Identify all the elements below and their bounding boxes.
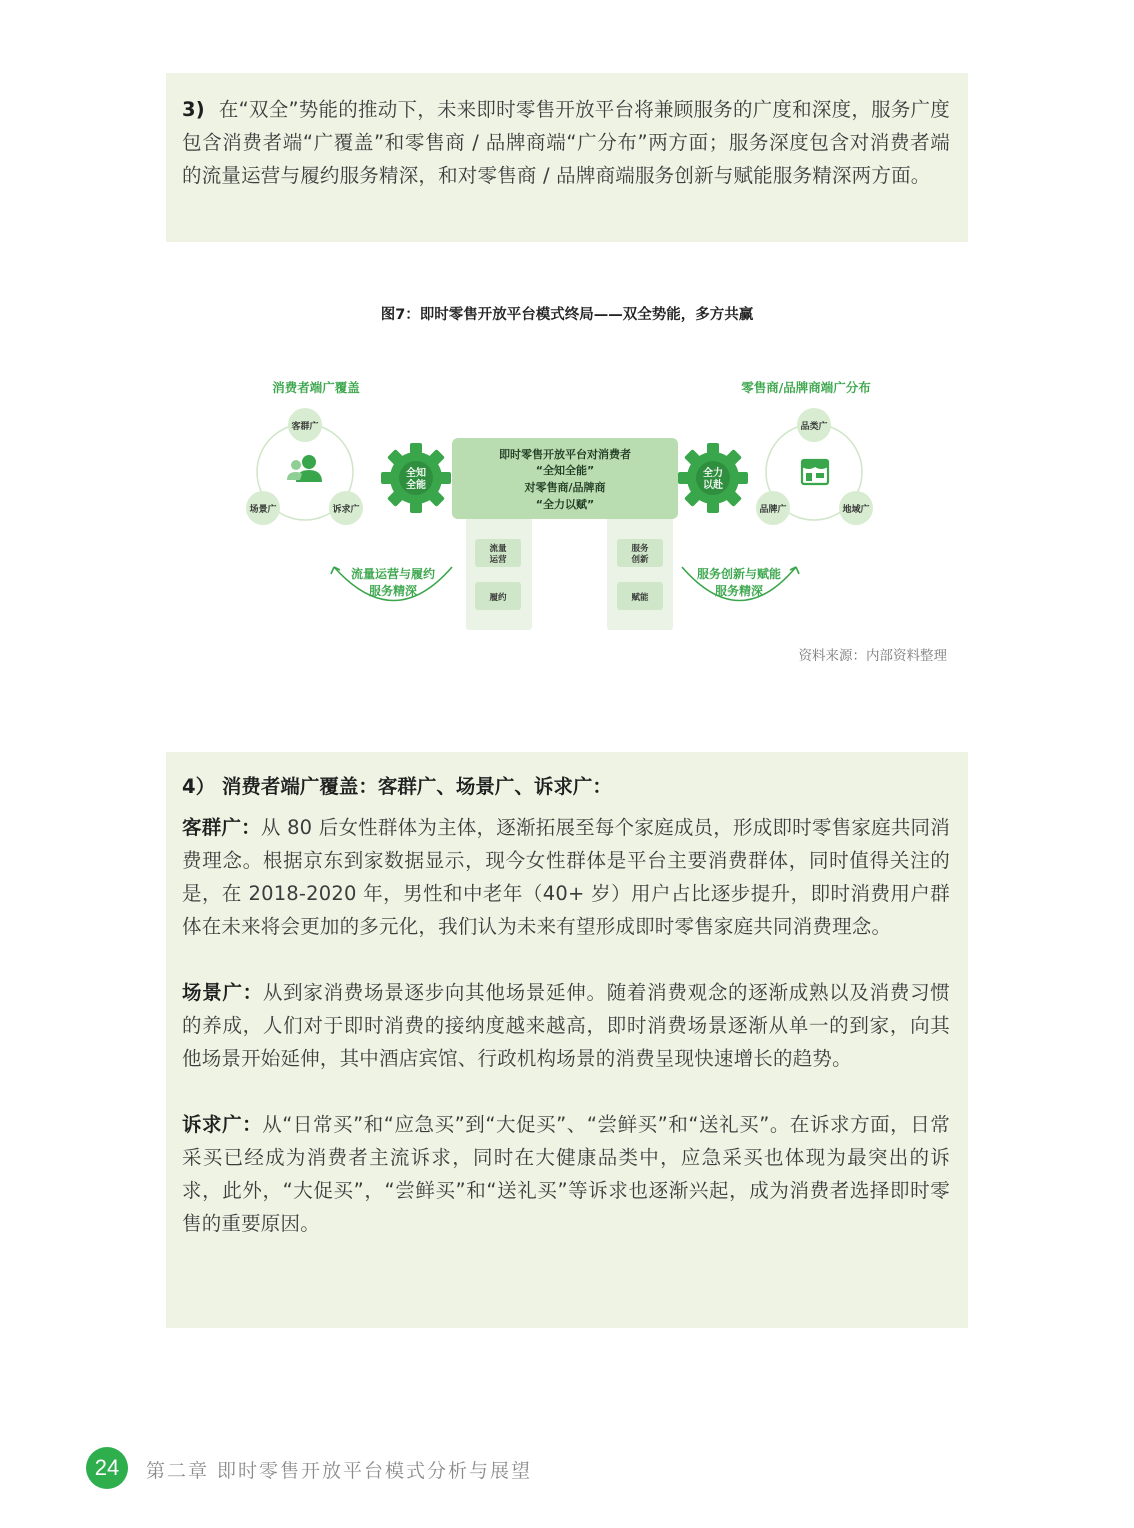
left-arc-line2: 服务精深 xyxy=(368,584,418,598)
left-cycle xyxy=(246,408,363,525)
paragraph-suqiu-lead: 诉求广： xyxy=(182,1113,263,1136)
right-heading: 零售商/品牌商端广分布 xyxy=(741,380,871,395)
section-4-box xyxy=(166,752,968,1328)
people-icon xyxy=(287,455,322,482)
left-heading: 消费者端广覆盖 xyxy=(272,380,360,395)
cell-fuwu-line2: 创新 xyxy=(631,555,649,565)
cell-funeng-label: 赋能 xyxy=(631,593,649,603)
left-gear-line1: 全知 xyxy=(406,468,426,479)
page-number: 24 xyxy=(86,1447,128,1489)
cell-liuliang-line2: 运营 xyxy=(489,555,507,565)
section-3-number: 3) xyxy=(182,98,205,121)
chapter-title: 第二章 即时零售开放平台模式分析与展望 xyxy=(146,1460,533,1482)
right-gear-line1: 全力 xyxy=(703,468,723,479)
cell-lvyue-label: 履约 xyxy=(489,593,507,603)
paragraph-changjing-text: 从到家消费场景逐步向其他场景延伸。随着消费观念的逐渐成熟以及消费习惯的养成，人们对于即时消费的接纳度越来越高，即时消费场景逐渐从单一的到家，向其他场景开始延伸，其中酒店宾馆、行政机构场景的消费呈现快速增长的趋势。 xyxy=(182,981,950,1070)
center-line-3: 对零售商/品牌商 xyxy=(524,481,606,494)
node-pinpai-label: 品牌广 xyxy=(759,505,787,515)
left-arc-line1: 流量运营与履约 xyxy=(350,567,436,581)
figure-diagram xyxy=(230,372,910,642)
paragraph-kequn xyxy=(182,811,950,943)
right-gear-line2: 以赴 xyxy=(703,480,723,491)
section-3-text: 在“双全”势能的推动下，未来即时零售开放平台将兼顾服务的广度和深度，服务广度包含消费者端“广覆盖”和零售商 / 品牌商端“广分布”两方面；服务深度包含对消费者端的流量运营与履约服务精深，和对零售商 / 品牌商端服务创新与赋能服务精深两方面。 xyxy=(182,98,950,187)
paragraph-kequn-text: 从 80 后女性群体为主体，逐渐拓展至每个家庭成员，形成即时零售家庭共同消费理念。根据京东到家数据显示，现今女性群体是平台主要消费群体，同时值得关注的是，在 2018-2020 年，男性和中老年（40+ 岁）用户占比逐步提升，即时消费用户群体在未来将会更加的多元化，我们认为未来有望形成即时零售家庭共同消费理念。 xyxy=(182,816,950,938)
node-changjing-label: 场景广 xyxy=(249,505,277,515)
paragraph-changjing xyxy=(182,976,950,1075)
center-line-2: “全知全能” xyxy=(535,464,595,477)
right-cycle xyxy=(756,408,873,525)
paragraph-suqiu-text: 从“日常买”和“应急买”到“大促买”、“尝鲜买”和“送礼买”。在诉求方面，日常采买已经成为消费者主流诉求，同时在大健康品类中，应急采买也体现为最突出的诉求，此外，“大促买”，“尝鲜买”和“送礼买”等诉求也逐渐兴起，成为消费者选择即时零售的重要原因。 xyxy=(182,1113,950,1235)
section-3-paragraph xyxy=(182,93,950,192)
right-arc-line2: 服务精深 xyxy=(714,584,764,598)
paragraph-kequn-lead: 客群广： xyxy=(182,816,261,839)
figure-source: 资料来源：内部资料整理 xyxy=(798,648,947,664)
paragraph-changjing-lead: 场景广： xyxy=(182,981,263,1004)
gear-icon-right xyxy=(678,443,748,513)
store-icon xyxy=(802,460,828,484)
node-suqiu-label: 诉求广 xyxy=(332,505,360,515)
figure-title: 图7：即时零售开放平台模式终局——双全势能，多方共赢 xyxy=(380,307,754,323)
gear-icon-left xyxy=(381,443,451,513)
center-line-1: 即时零售开放平台对消费者 xyxy=(499,448,631,461)
right-arc-line1: 服务创新与赋能 xyxy=(696,567,782,581)
cell-fuwu-line1: 服务 xyxy=(631,544,649,554)
section-4-heading: 4） 消费者端广覆盖：客群广、场景广、诉求广： xyxy=(182,775,612,798)
paragraph-suqiu xyxy=(182,1108,950,1240)
node-pinlei-label: 品类广 xyxy=(800,422,828,432)
section-3-box xyxy=(166,73,968,242)
node-kequn-label: 客群广 xyxy=(291,422,319,432)
cell-liuliang-line1: 流量 xyxy=(489,544,507,554)
node-diyu-label: 地域广 xyxy=(842,505,870,515)
center-line-4: “全力以赋” xyxy=(535,498,595,511)
left-gear-line2: 全能 xyxy=(406,480,426,491)
